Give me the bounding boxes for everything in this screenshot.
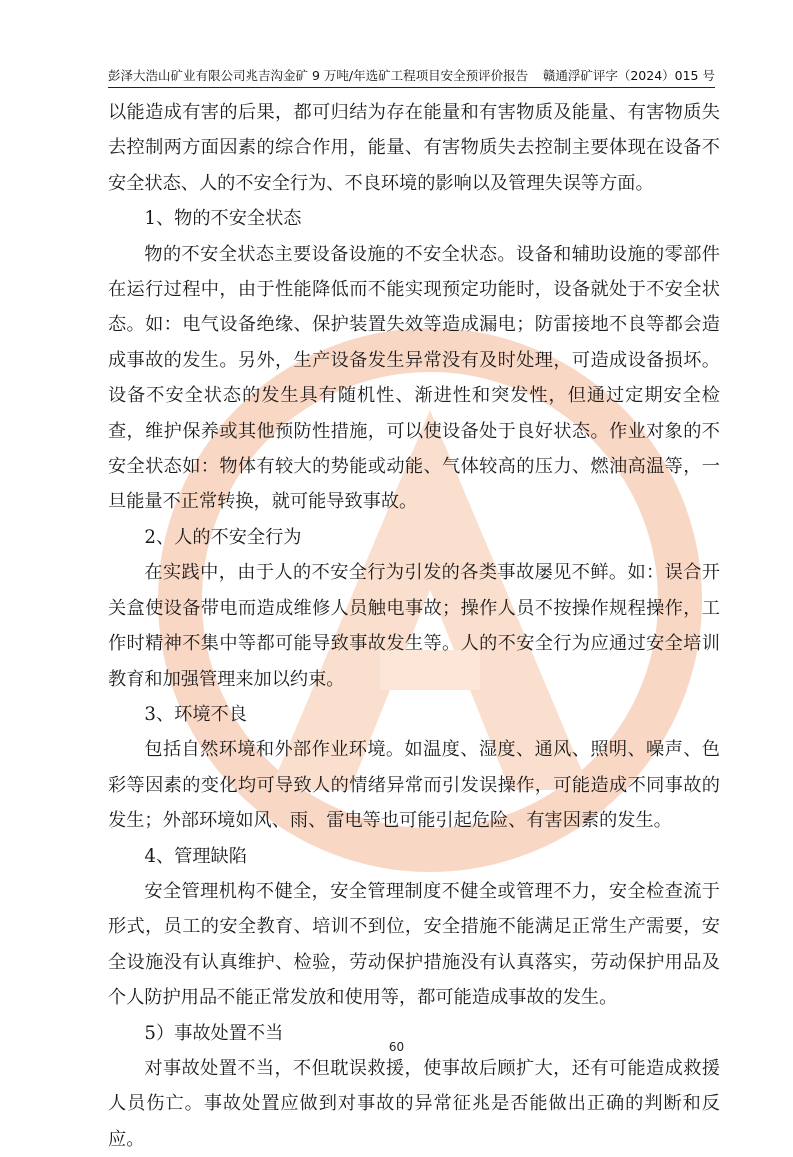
- section-heading-3: 3、环境不良: [144, 703, 247, 725]
- section-heading-1: 1、物的不安全状态: [144, 208, 302, 230]
- section-heading-2: 2、人的不安全行为: [144, 526, 302, 548]
- body-text: [108, 95, 720, 1157]
- page-header: [108, 66, 715, 84]
- header-title: 彭泽大浩山矿业有限公司兆吉沟金矿 9 万吨/年选矿工程项目安全预评价报告: [108, 68, 529, 83]
- section-paragraph-2: 在实践中，由于人的不安全行为引发的各类事故屡见不鲜。如：误合开关盒使设备带电而造成维修人员触电事故；操作人员不按操作规程操作，工作时精神不集中等都可能导致事故发生等。人的不安全行为应通过安全培训教育和加强管理来加以约束。: [108, 562, 720, 690]
- page-number: 60: [388, 1040, 405, 1054]
- section-paragraph-3: 包括自然环境和外部作业环境。如温度、湿度、通风、照明、噪声、色彩等因素的变化均可导致人的情绪异常而引发误操作，可能造成不同事故的发生；外部环境如风、雨、雷电等也可能引起危险、有害因素的发生。: [108, 739, 720, 832]
- header-divider: [108, 87, 715, 88]
- header-report-number: 赣通浮矿评字（2024）015 号: [542, 68, 715, 83]
- section-paragraph-4: 安全管理机构不健全，安全管理制度不健全或管理不力，安全检查流于形式，员工的安全教育、培训不到位，安全措施不能满足正常生产需要，安全设施没有认真维护、检验，劳动保护措施没有认真落实，劳动保护用品及个人防护用品不能正常发放和使用等，都可能造成事故的发生。: [108, 880, 720, 1009]
- section-heading-4: 4、管理缺陷: [144, 845, 247, 867]
- intro-paragraph: 以能造成有害的后果，都可归结为存在能量和有害物质及能量、有害物质失去控制两方面因素的综合作用，能量、有害物质失去控制主要体现在设备不安全状态、人的不安全行为、不良环境的影响以及管理失误等方面。: [108, 102, 720, 194]
- section-paragraph-1: 物的不安全状态主要设备设施的不安全状态。设备和辅助设施的零部件在运行过程中，由于性能降低而不能实现预定功能时，设备就处于不安全状态。如：电气设备绝缘、保护装置失效等造成漏电；防雷接地不良等都会造成事故的发生。另外，生产设备发生异常没有及时处理，可造成设备损坏。设备不安全状态的发生具有随机性、渐进性和突发性，但通过定期安全检查，维护保养或其他预防性措施，可以使设备处于良好状态。作业对象的不安全状态如：物体有较大的势能或动能、气体较高的压力、燃油高温等，一旦能量不正常转换，就可能导致事故。: [108, 243, 720, 513]
- section-paragraph-5: 对事故处置不当，不但耽误救援，使事故后顾扩大，还有可能造成救援人员伤亡。事故处置应做到对事故的异常征兆是否能做出正确的判断和反应。: [108, 1057, 720, 1150]
- section-heading-5: 5）事故处置不当: [144, 1022, 284, 1044]
